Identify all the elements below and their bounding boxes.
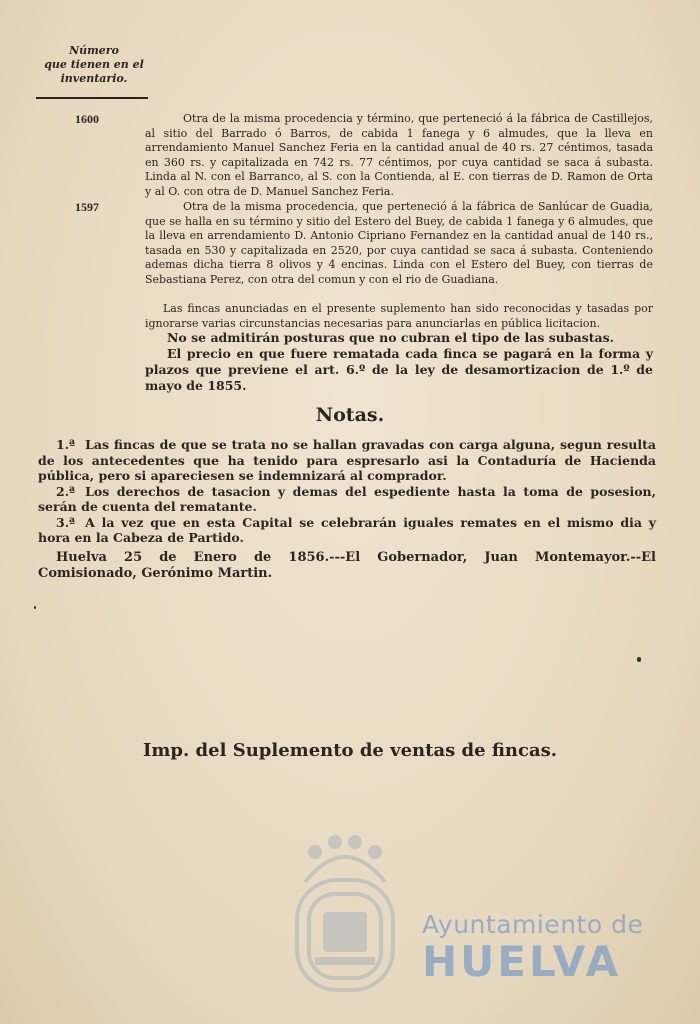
property-entry [145,200,653,288]
note-text: Las fincas de que se trata no se hallan gravadas con carga alguna, segun resulta de los antecedentes que ha tenido para espresarlo asi la Contaduría de Hacienda pública, pero si apareciesen se indemnizará al comprador. [38,437,656,483]
note-marker: 2.ª [56,483,76,499]
ink-speck [34,606,36,609]
signature-text: Huelva 25 de Enero de 1856.---El Gobernador, Juan Montemayor.--El Comisionado, Gerónimo Martin. [38,550,656,581]
watermark-line-2: HUELVA [422,937,622,986]
inventory-column-header [40,44,148,86]
note-text: Los derechos de tasacion y demas del espediente hasta la toma de posesion, serán de cuenta del rematante. [38,483,656,514]
note-marker: 3.ª [56,514,76,530]
imprint-line: Imp. del Suplemento de ventas de fincas. [142,740,558,761]
header-rule [36,97,148,99]
notes-list [38,437,656,546]
announcement-paragraph [145,302,653,331]
no-postures-text: No se admitirán posturas que no cubran el tipo de las subastas. [167,330,614,345]
note-item [38,484,656,515]
note-item [38,437,656,484]
property-entry [145,112,653,200]
entry-text: Otra de la misma procedencia y término, que perteneció á la fábrica de Castillejos, al sitio del Barrado ó Barros, de cabida 1 fanega y 6 almudes, que la lleva en arrendamiento Manuel Sanchez Feria en la cantidad anual de 40 rs. 27 céntimos, tasada en 360 rs. y capitalizada en 742 rs. 77 céntimos, por cuya cantidad se saca á subasta. Linda al N. con el Barranco, al S. con la Contienda, al E. con tierras de D. Ramon de Orta y al O. con otra de D. Manuel Sanchez Feria. [145,112,653,198]
note-item [38,515,656,546]
signature-block [38,550,656,582]
inventory-number: 1600 [75,112,99,126]
note-text: A la vez que en esta Capital se celebrarán iguales remates en el mismo dia y hora en la Cabeza de Partido. [38,514,656,545]
huelva-seal-watermark [285,822,405,1007]
notes-title: Notas. [315,404,385,426]
header-line-1: Número [69,44,119,57]
header-line-2: que tienen en el [44,58,144,71]
inventory-number: 1597 [75,200,99,214]
ink-speck [637,657,641,662]
header-line-3: inventario. [60,72,128,85]
price-clause-text: El precio en que fuere rematada cada finca se pagará en la forma y plazos que previene el art. 6.º de la ley de desamortizacion de 1.º de mayo de 1855. [145,346,653,393]
entry-text: Otra de la misma procedencia, que perteneció á la fábrica de Sanlúcar de Guadia, que se halla en su término y sitio del Estero del Buey, de cabida 1 fanega y 6 almudes, que la lleva en arrendamiento D. Antonio Cipriano Fernandez en la cantidad anual de 140 rs., tasada en 530 y capitalizada en 2520, por cuya cantidad se saca á subasta. Conteniendo ademas dicha tierra 8 olivos y 4 encinas. Linda con el Estero del Buey, con tierras de Sebastiana Perez, con otra del comun y con el rio de Guadiana. [145,200,653,286]
municipality-watermark [422,910,643,985]
announcement-text: Las fincas anunciadas en el presente suplemento han sido reconocidas y tasadas por ignorarse varias circunstancias necesarias para anunciarlas en pública licitacion. [145,302,653,330]
watermark-line-1: Ayuntamiento de [422,910,644,939]
note-marker: 1.ª [56,437,76,452]
conditions-block [145,330,653,394]
